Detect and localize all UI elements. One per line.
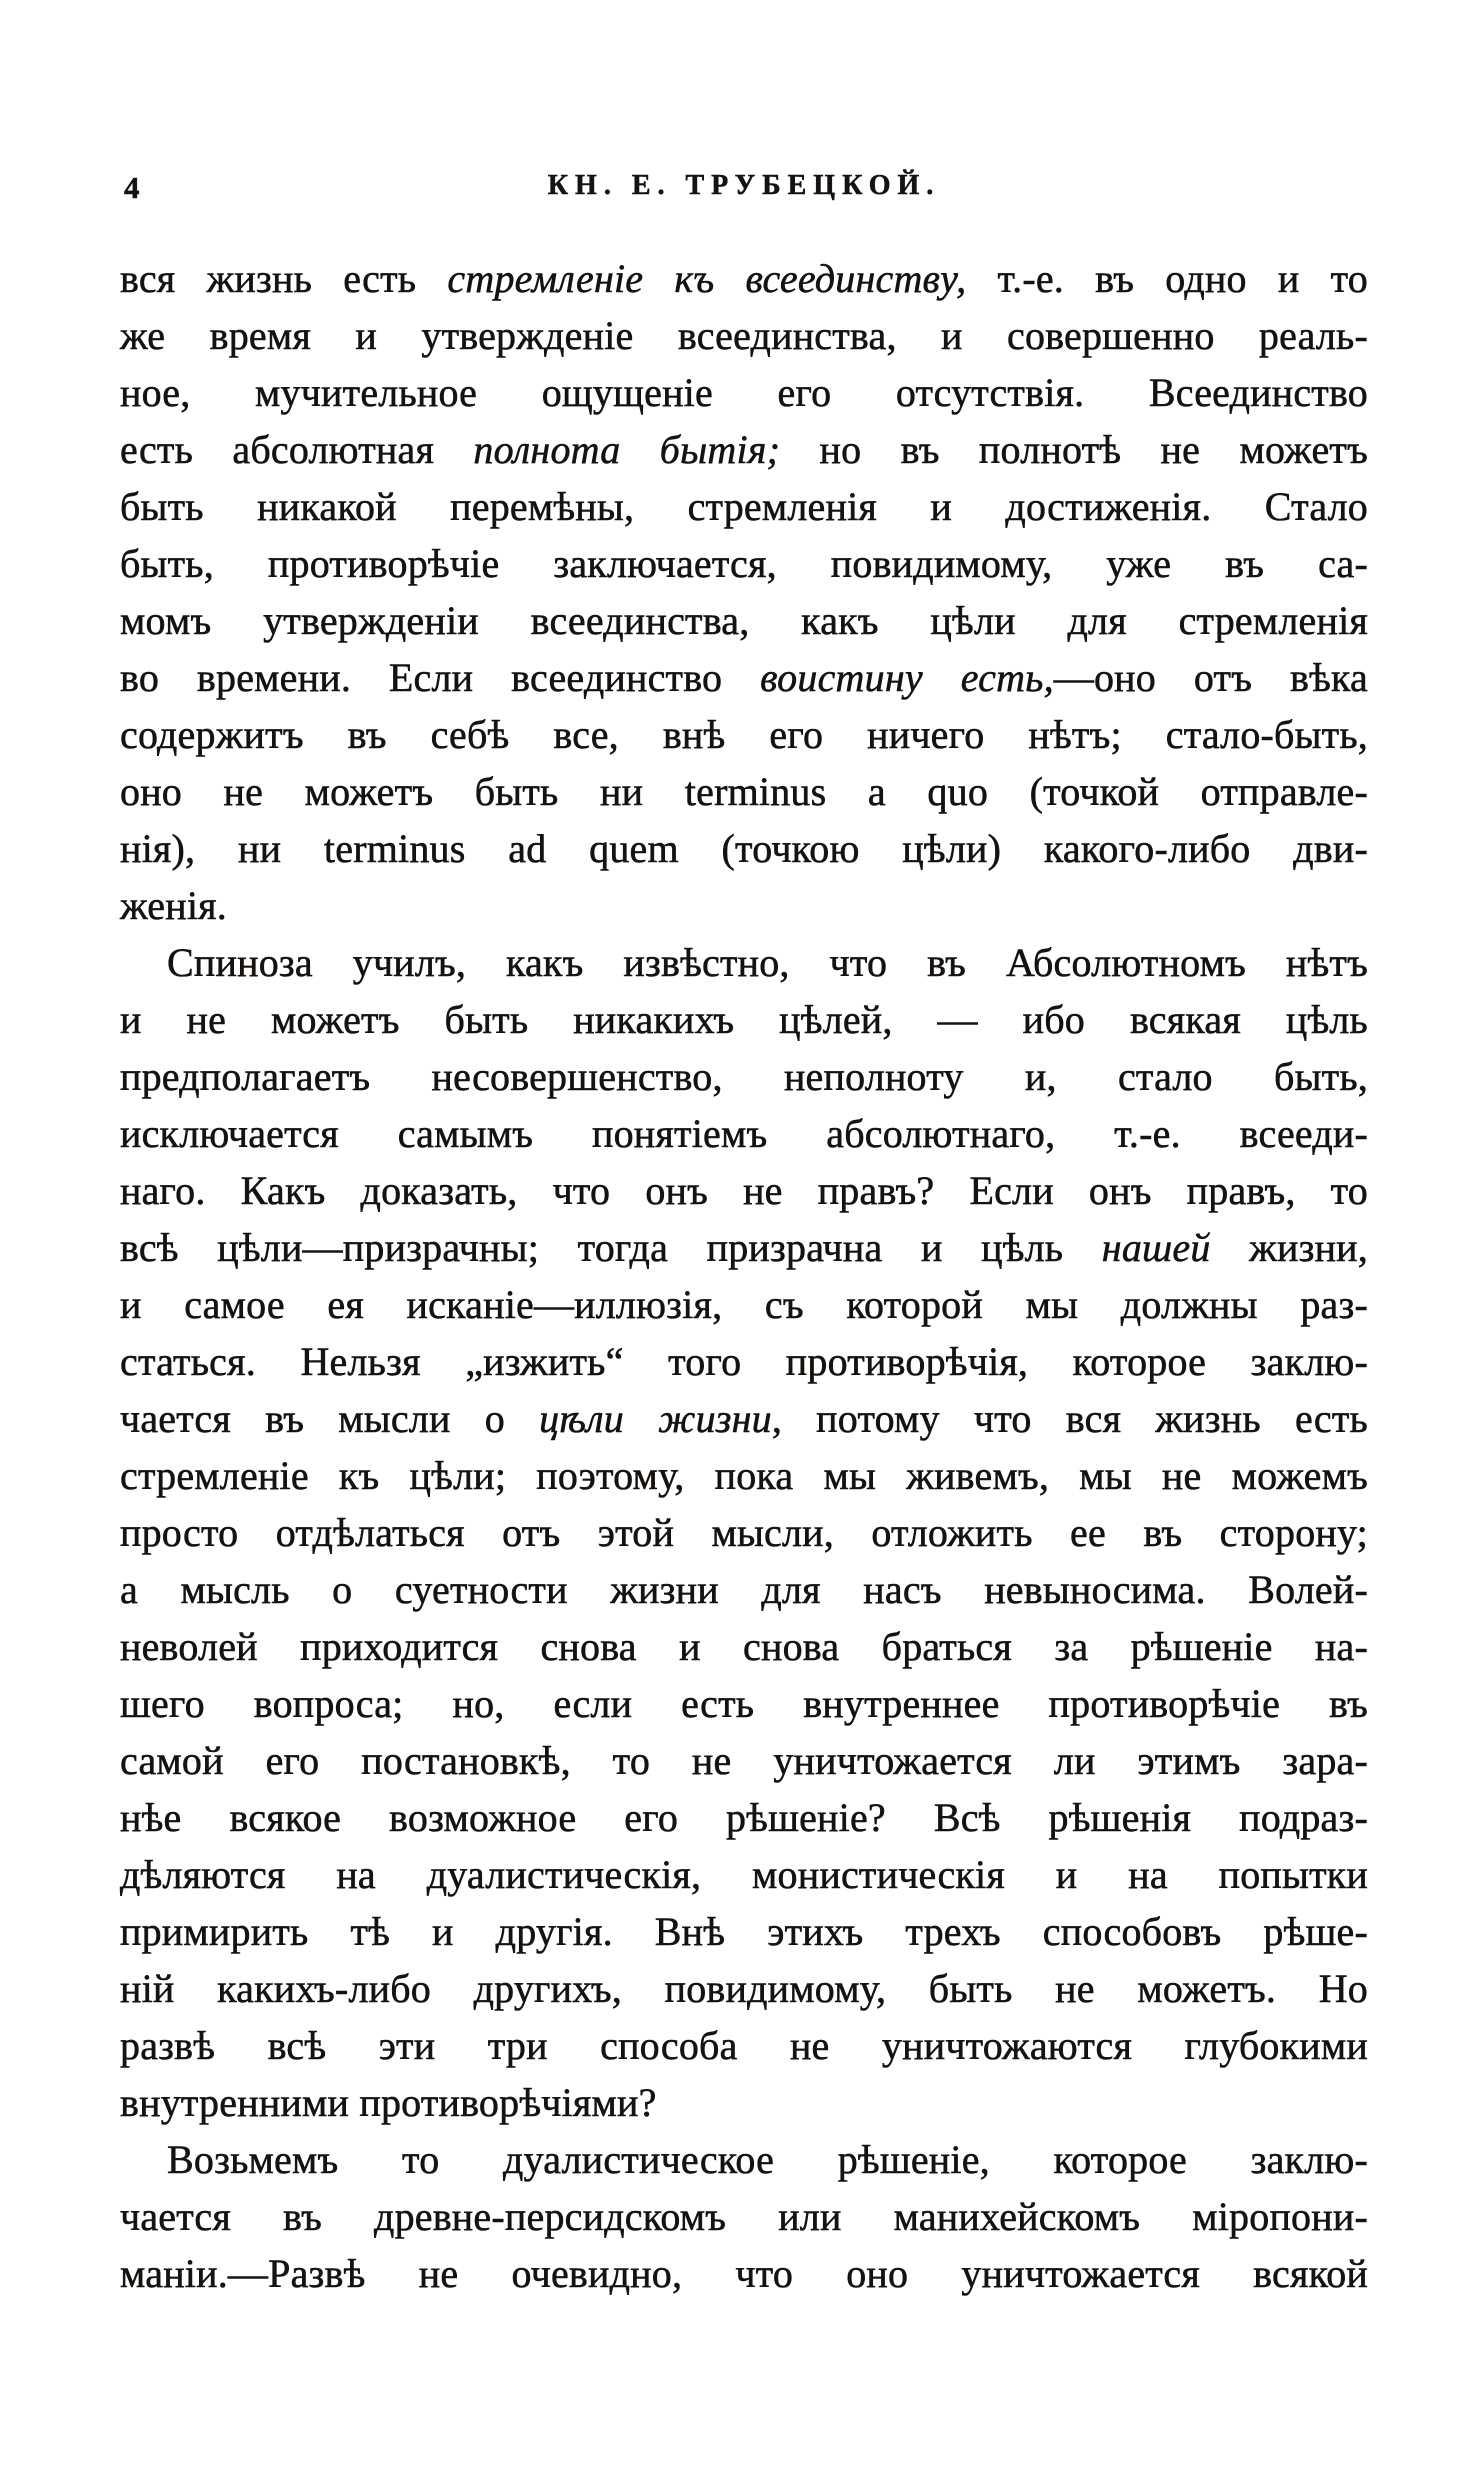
text-line — [120, 763, 1368, 820]
text-line — [120, 2188, 1368, 2245]
text-line — [120, 478, 1368, 535]
text-line — [120, 1333, 1368, 1390]
body-text: быть, противорѣчіе заключается, повидимому, уже въ са- — [120, 541, 1368, 586]
text-line — [120, 1105, 1368, 1162]
body-text: Спиноза училъ, какъ извѣстно, что въ Абсолютномъ нѣтъ — [167, 940, 1368, 985]
emphasized-text: полнота бытія; — [473, 427, 781, 472]
body-text: женія. — [120, 883, 227, 928]
text-line — [120, 1618, 1368, 1675]
text-line — [120, 364, 1368, 421]
text-line — [120, 1903, 1368, 1960]
text-block — [120, 250, 1368, 2302]
body-text: же время и утвержденіе всеединства, и совершенно реаль- — [120, 313, 1368, 358]
body-text: нія), ни terminus ad quem (точкою цѣли) какого-либо дви- — [120, 826, 1368, 871]
body-text: оно не можетъ быть ни terminus a quo (точкой отправле- — [120, 769, 1368, 814]
body-text: содержитъ въ себѣ все, внѣ его ничего нѣтъ; стало-быть, — [120, 712, 1368, 757]
body-text: и самое ея исканіе—иллюзія, съ которой мы должны раз- — [120, 1282, 1368, 1327]
body-text: и не можетъ быть никакихъ цѣлей, — ибо всякая цѣль — [120, 997, 1368, 1042]
text-line — [120, 1846, 1368, 1903]
body-text: стремленіе къ цѣли; поэтому, пока мы живемъ, мы не можемъ — [120, 1453, 1368, 1498]
body-text: но въ полнотѣ не можетъ — [780, 427, 1369, 472]
text-line — [120, 592, 1368, 649]
text-line — [120, 1390, 1368, 1447]
body-text: просто отдѣлаться отъ этой мысли, отложить ее въ сторону; — [120, 1510, 1368, 1555]
text-line — [120, 1561, 1368, 1618]
text-line — [120, 934, 1368, 991]
body-text: наго. Какъ доказать, что онъ не правъ? Если онъ правъ, то — [120, 1168, 1368, 1213]
body-text: развѣ всѣ эти три способа не уничтожаются глубокими — [120, 2023, 1368, 2068]
body-text: а мысль о суетности жизни для насъ невыносима. Волей- — [120, 1567, 1368, 1612]
emphasized-text: воистину есть, — [760, 655, 1054, 700]
body-text: жизни, — [1210, 1225, 1368, 1270]
body-text: Возьмемъ то дуалистическое рѣшеніе, которое заклю- — [167, 2137, 1368, 2182]
body-text: примирить тѣ и другія. Внѣ этихъ трехъ способовъ рѣше- — [120, 1909, 1368, 1954]
body-text: момъ утвержденіи всеединства, какъ цѣли для стремленія — [120, 598, 1368, 643]
text-line — [120, 2074, 1368, 2131]
text-line — [120, 1675, 1368, 1732]
text-line — [120, 1732, 1368, 1789]
text-line — [120, 250, 1368, 307]
emphasized-text: нашей — [1101, 1225, 1211, 1270]
body-text: , потому что вся жизнь есть — [771, 1396, 1369, 1441]
body-text: статься. Нельзя „изжить“ того противорѣчія, которое заклю- — [120, 1339, 1368, 1384]
text-line — [120, 1048, 1368, 1105]
body-text: вся жизнь есть — [120, 256, 448, 301]
body-text: во времени. Если всеединство — [120, 655, 761, 700]
text-line — [120, 307, 1368, 364]
body-text: всѣ цѣли—призрачны; тогда призрачна и цѣль — [120, 1225, 1102, 1270]
text-line — [120, 1789, 1368, 1846]
page-header — [120, 168, 1368, 210]
body-text: самой его постановкѣ, то не уничтожается ли этимъ зара- — [120, 1738, 1368, 1783]
body-text: чается въ мысли о — [120, 1396, 540, 1441]
body-text: т.-е. въ одно и то — [966, 256, 1368, 301]
body-text: дѣляются на дуалистическія, монистическія и на попытки — [120, 1852, 1368, 1897]
text-line — [120, 1276, 1368, 1333]
running-title: КН. Е. ТРУБЕЦКОЙ. — [547, 170, 941, 201]
text-line — [120, 706, 1368, 763]
text-line — [120, 1219, 1368, 1276]
body-text: маніи.—Развѣ не очевидно, что оно уничтожается всякой — [120, 2251, 1368, 2296]
text-line — [120, 649, 1368, 706]
text-line — [120, 820, 1368, 877]
body-text: внутренними противорѣчіями? — [120, 2080, 657, 2125]
text-line — [120, 1960, 1368, 2017]
body-text: нѣе всякое возможное его рѣшеніе? Всѣ рѣшенія подраз- — [120, 1795, 1368, 1840]
text-line — [120, 1162, 1368, 1219]
body-text: ній какихъ-либо другихъ, повидимому, быть не можетъ. Но — [120, 1966, 1368, 2011]
body-text: быть никакой перемѣны, стремленія и достиженія. Стало — [120, 484, 1368, 529]
text-line — [120, 877, 1368, 934]
body-text: есть абсолютная — [120, 427, 474, 472]
body-text: ное, мучительное ощущеніе его отсутствія. Всеединство — [120, 370, 1368, 415]
text-line — [120, 1504, 1368, 1561]
emphasized-text: цѣли жизни — [539, 1396, 772, 1441]
body-text: шего вопроса; но, если есть внутреннее противорѣчіе въ — [120, 1681, 1368, 1726]
text-line — [120, 2131, 1368, 2188]
text-line — [120, 991, 1368, 1048]
text-line — [120, 2245, 1368, 2302]
body-text: —оно отъ вѣка — [1053, 655, 1368, 700]
emphasized-text: стремленіе къ всеединству, — [447, 256, 967, 301]
text-line — [120, 2017, 1368, 2074]
body-text: неволей приходится снова и снова браться за рѣшеніе на- — [120, 1624, 1368, 1669]
text-line — [120, 1447, 1368, 1504]
text-line — [120, 535, 1368, 592]
text-line — [120, 421, 1368, 478]
page-number: 4 — [124, 170, 140, 205]
body-text: чается въ древне-персидскомъ или манихейскомъ міропони- — [120, 2194, 1368, 2239]
body-text: предполагаетъ несовершенство, неполноту и, стало быть, — [120, 1054, 1368, 1099]
body-text: исключается самымъ понятіемъ абсолютнаго, т.-е. всееди- — [120, 1111, 1368, 1156]
